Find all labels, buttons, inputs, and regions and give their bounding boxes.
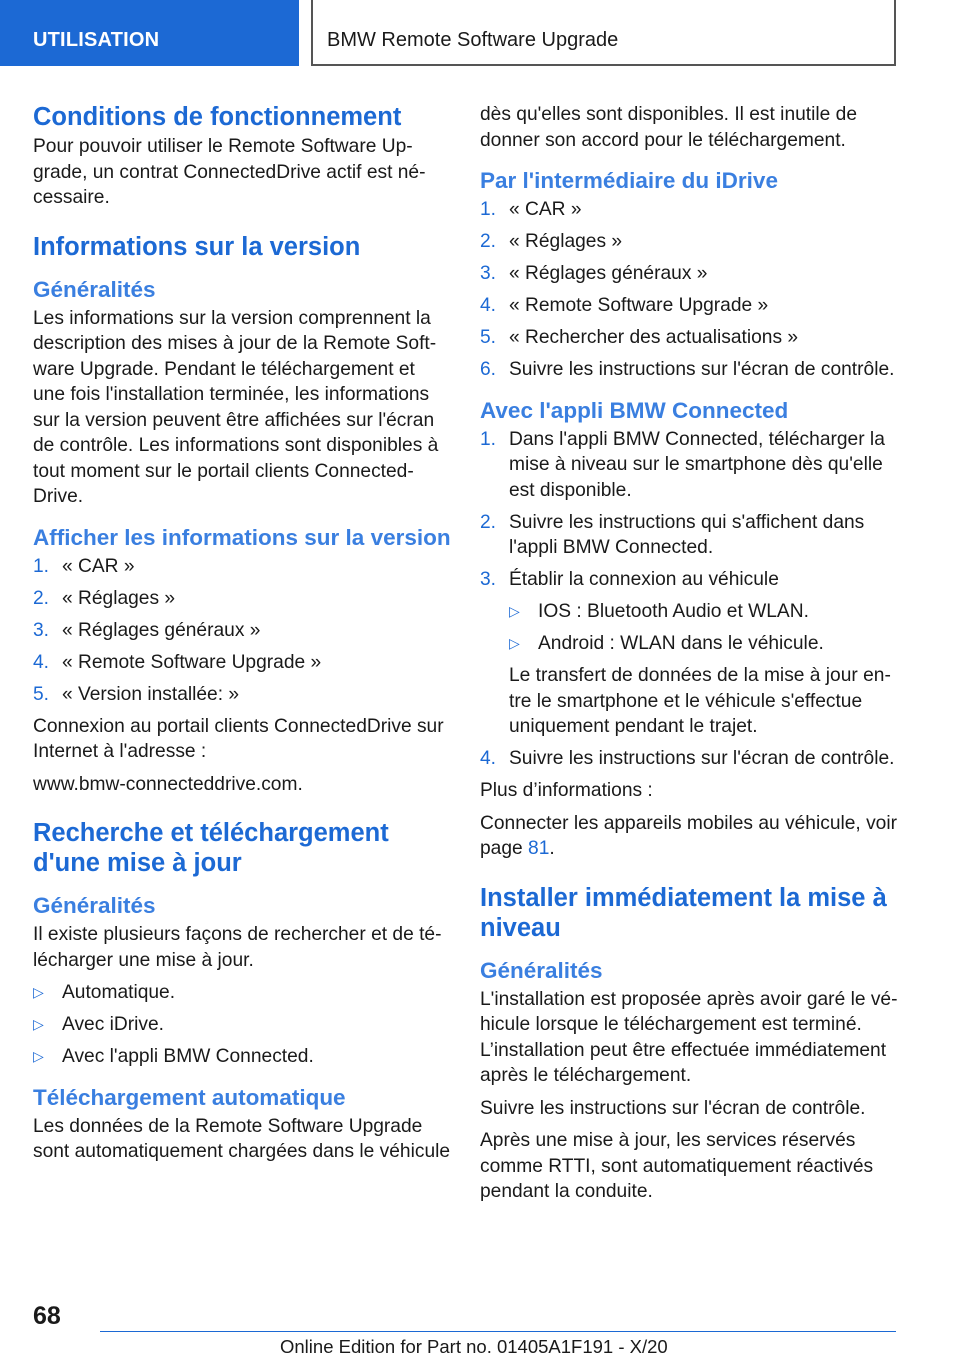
install-heading: Installer immédiatement la mise à niveau [480,883,887,942]
list-item: ▷ IOS : Bluetooth Audio et WLAN. [509,599,898,625]
connect-devices-text: Connecter les appareils mobiles au véhicule, voir page 81. [480,812,898,859]
search-general-text: Il existe plusieurs façons de rechercher et de té-lécharger une mise à jour. [33,924,442,971]
triangle-bullet-icon: ▷ [509,635,520,651]
page-header [0,0,960,66]
list-item: ▷ Avec iDrive. [33,1012,451,1038]
general-text: Les informations sur la version comprennent la description des mises à jour de la Remote Soft-ware Upgrade. Pendant le téléchargement et une fois l'installation terminée, les informations sur la version peuvent être affichées sur l'écran de contrôle. Les informations sont disponibles à tout moment sur le portail clients Connected-Drive. [33,307,439,507]
install-general-heading: Généralités [480,957,603,983]
list-item: 5. « Rechercher des actualisations » [480,327,799,348]
install-text-3: Après une mise à jour, les services réservés comme RTTI, sont automatiquement réactivés pendant la conduite. [480,1130,874,1202]
list-item: 6. Suivre les instructions sur l'écran de contrôle. [480,359,895,380]
app-heading: Avec l'appli BMW Connected [480,397,789,423]
conditions-heading: Conditions de fonctionnement [33,103,402,131]
search-download-heading: Recherche et téléchargement d'une mise à jour [33,819,389,877]
list-item: 3. « Réglages généraux » [480,263,708,284]
app-steps [480,427,898,772]
auto-download-text: Les données de la Remote Software Upgrade sont automatiquement chargées dans le véhicule [33,1115,451,1162]
auto-download-heading: Téléchargement automatique [33,1084,346,1110]
show-version-heading: Afficher les informations sur la version [33,524,451,550]
list-item: 1. Dans l'appli BMW Connected, télécharger la mise à niveau sur le smartphone dès qu'elle est disponible. [480,428,885,501]
portal-text: Connexion au portail clients ConnectedDrive sur Internet à l'adresse : [33,715,444,762]
idrive-heading: Par l'intermédiaire du iDrive [480,168,778,193]
footer-divider [100,1331,896,1332]
triangle-bullet-icon: ▷ [33,984,44,1000]
list-item: 4. Suivre les instructions sur l'écran de contrôle. [480,748,895,769]
list-item: 3. « Réglages généraux » [33,619,261,641]
list-item: 2. Suivre les instructions qui s'affichent dans l'appli BMW Connected. [480,511,865,558]
general-heading: Généralités [33,276,156,302]
triangle-bullet-icon: ▷ [509,603,520,619]
install-text-2: Suivre les instructions sur l'écran de contrôle. [480,1097,866,1119]
transfer-note: Le transfert de données de la mise à jour en-tre le smartphone et le véhicule s'effectue uniquement pendant le trajet. [509,665,891,737]
list-item: 3. Établir la connexion au véhicule ▷ IOS : Bluetooth Audio et WLAN. ▷ Android : WLAN dans le véhicule. Le transfert de données de la mise à jour en-tre le smartphone et le véhicule s'effectue uniquement pendant le trajet. [480,567,898,740]
auto-download-text-cont: dès qu'elles sont disponibles. Il est inutile de donner son accord pour le téléchargement. [480,104,857,151]
page-number: 68 [33,1302,61,1330]
list-item: 2. « Réglages » [33,587,176,609]
section-tab: UTILISATION [0,0,299,66]
list-item: ▷ Avec l'appli BMW Connected. [33,1044,451,1070]
list-item: 4. « Remote Software Upgrade » [33,651,322,673]
list-item: 1. « CAR » [33,555,135,577]
left-column [33,102,451,1172]
list-item: 5. « Version installée: » [33,683,240,705]
install-text-1: L'installation est proposée après avoir garé le vé-hicule lorsque le téléchargement est terminé. L’installation peut être effectuée immédiatement après le téléchargement. [480,988,898,1086]
idrive-steps [480,197,898,383]
conditions-text: Pour pouvoir utiliser le Remote Software Up-grade, un contrat ConnectedDrive actif est né-cessaire. [33,136,426,208]
header-title: BMW Remote Software Upgrade [311,0,896,66]
connection-sub-list [509,599,898,657]
portal-url: www.bmw-connecteddrive.com. [33,773,303,795]
triangle-bullet-icon: ▷ [33,1016,44,1032]
page-link[interactable]: 81 [528,838,550,859]
list-item: ▷ Android : WLAN dans le véhicule. [509,631,898,657]
download-ways-list [33,980,451,1070]
list-item: 1. « CAR » [480,199,582,220]
list-item: 4. « Remote Software Upgrade » [480,295,769,316]
version-info-heading: Informations sur la version [33,232,361,261]
search-general-heading: Généralités [33,893,156,918]
list-item: 2. « Réglages » [480,231,623,252]
triangle-bullet-icon: ▷ [33,1048,44,1064]
list-item: ▷ Automatique. [33,980,451,1006]
right-column [480,102,898,1212]
more-info-text: Plus d’informations : [480,780,653,801]
footer-edition: Online Edition for Part no. 01405A1F191 - X/20 [280,1336,668,1357]
show-version-steps [33,554,451,708]
